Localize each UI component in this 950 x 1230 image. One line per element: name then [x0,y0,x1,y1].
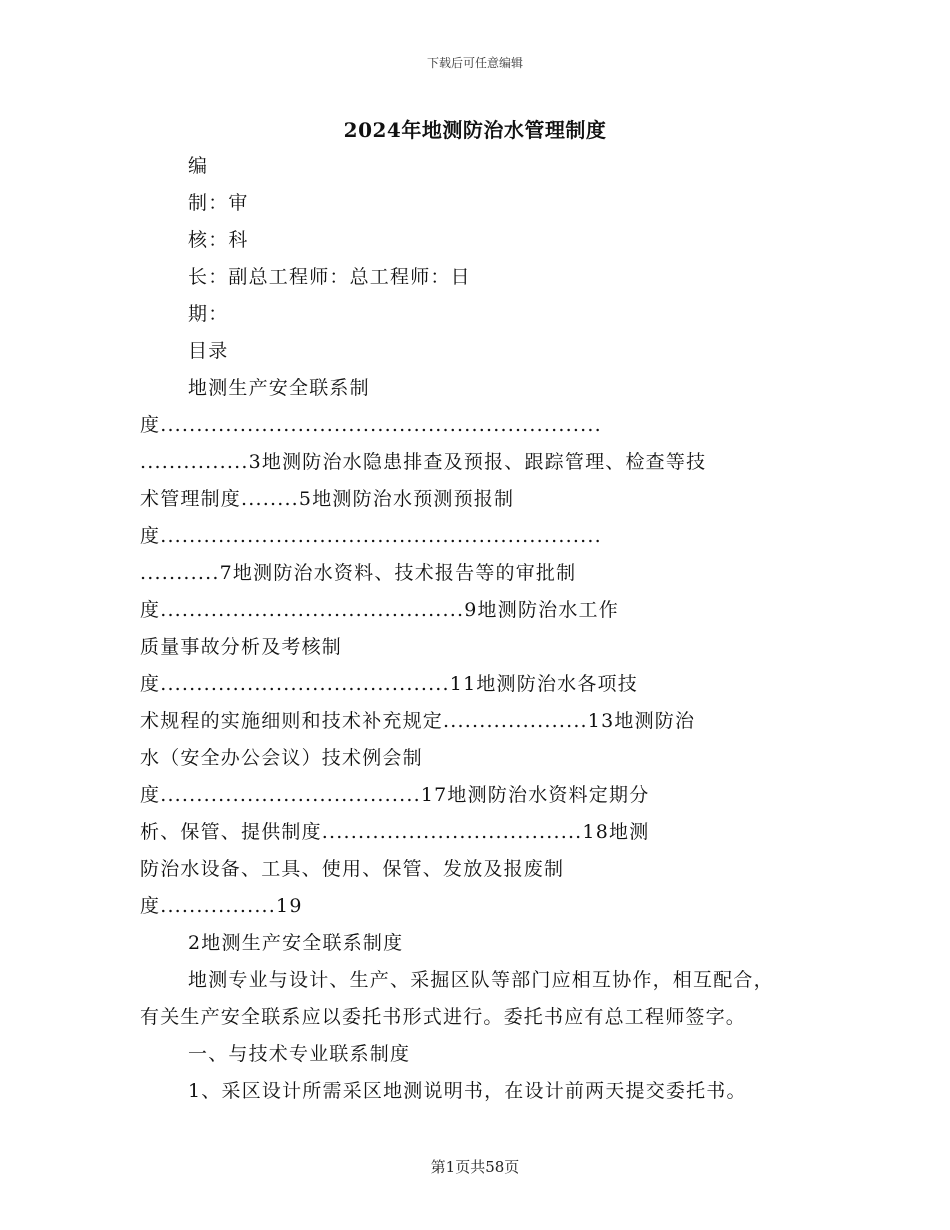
toc-line: 术规程的实施细则和技术补充规定....................13地测防治 [140,710,696,732]
toc-line: 地测生产安全联系制 [188,377,370,399]
toc-line: 术管理制度........5地测防治水预测预报制 [140,488,515,510]
toc-line: 质量事故分析及考核制 [140,636,343,658]
document-body [140,148,815,1110]
toc-line: 度....................................17地测防治水资料定期分 [140,784,650,806]
body-line: 长：副总工程师：总工程师：日 [188,266,471,288]
toc-heading: 目录 [188,340,229,362]
subsection-heading: 一、与技术专业联系制度 [188,1043,411,1065]
toc-line: 度............................................................. [140,414,602,436]
body-line: 期： [188,303,229,325]
body-line: 核：科 [188,229,249,251]
toc-line: 度................19 [140,895,303,917]
toc-line: 度........................................11地测防治水各项技 [140,673,638,695]
body-line: 制：审 [188,192,249,214]
body-line: 编 [188,155,209,177]
toc-line: 防治水设备、工具、使用、保管、发放及报废制 [140,858,565,880]
page-number: 第1页共58页 [430,1158,520,1176]
toc-line: ...........7地测防治水资料、技术报告等的审批制 [140,562,577,584]
toc-line: 度..........................................9地测防治水工作 [140,599,619,621]
paragraph-line: 有关生产安全联系应以委托书形式进行。委托书应有总工程师签字。 [140,1006,747,1028]
paragraph-line: 1、采区设计所需采区地测说明书，在设计前两天提交委托书。 [188,1080,747,1102]
section-heading: 2地测生产安全联系制度 [188,932,404,954]
toc-line: ...............3地测防治水隐患排查及预报、跟踪管理、检查等技 [140,451,707,473]
toc-line: 水（安全办公会议）技术例会制 [140,747,423,769]
paragraph-line: 地测专业与设计、生产、采掘区队等部门应相互协作，相互配合， [188,969,774,991]
toc-line: 度............................................................. [140,525,602,547]
toc-line: 析、保管、提供制度....................................18地测 [140,821,650,843]
document-title: 2024年地测防治水管理制度 [343,118,607,142]
page-header-note: 下载后可任意编辑 [426,56,523,70]
